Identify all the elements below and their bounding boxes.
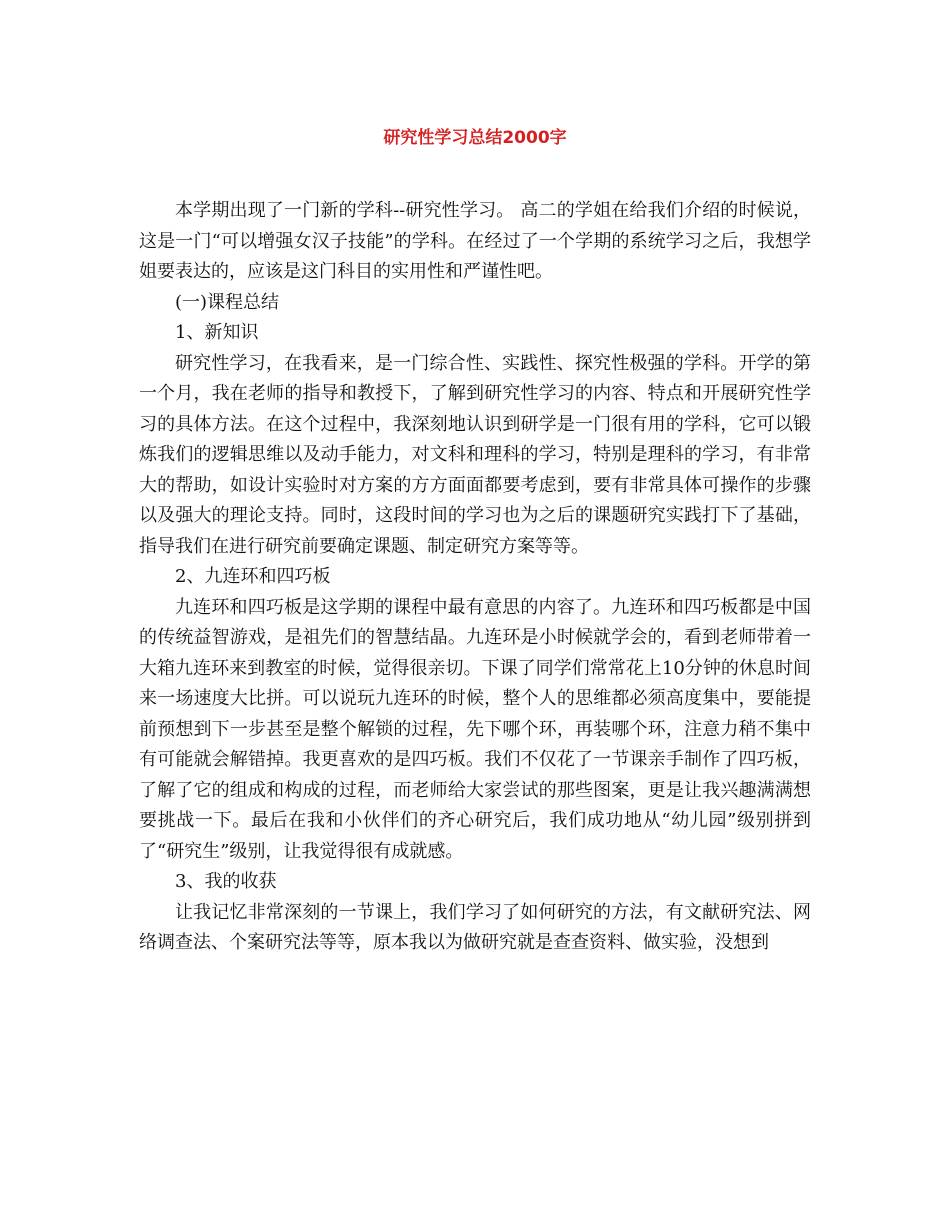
document-title: 研究性学习总结2000字 [383,128,567,148]
document-body [139,196,811,959]
subheading-puzzles: 2、九连环和四巧板 [175,566,331,587]
paragraph-my-gains: 让我记忆非常深刻的一节课上，我们学习了如何研究的方法，有文献研究法、网络调查法、个案研究法等等，原本我以为做研究就是查查资料、做实验，没想到 [139,901,811,953]
paragraph-puzzles: 九连环和四巧板是这学期的课程中最有意思的内容了。九连环和四巧板都是中国的传统益智游戏，是祖先们的智慧结晶。九连环是小时候就学会的，看到老师带着一大箱九连环来到教室的时候，觉得很亲切。下课了同学们常常花上10分钟的休息时间来一场速度大比拼。可以说玩九连环的时候，整个人的思维都必须高度集中，要能提前预想到下一步甚至是整个解锁的过程，先下哪个环，再装哪个环，注意力稍不集中有可能就会解错掉。我更喜欢的是四巧板。我们不仅花了一节课亲手制作了四巧板，了解了它的组成和构成的过程，而老师给大家尝试的那些图案，更是让我兴趣满满想要挑战一下。最后在我和小伙伴们的齐心研究后，我们成功地从“幼儿园”级别拼到了“研究生”级别，让我觉得很有成就感。 [139,596,811,862]
paragraph-new-knowledge: 研究性学习，在我看来，是一门综合性、实践性、探究性极强的学科。开学的第一个月，我在老师的指导和教授下，了解到研究性学习的内容、特点和开展研究性学习的具体方法。在这个过程中，我深刻地认识到研学是一门很有用的学科，它可以锻炼我们的逻辑思维以及动手能力，对文科和理科的学习，特别是理科的学习，有非常大的帮助，如设计实验时对方案的方方面面都要考虑到，要有非常具体可操作的步骤以及强大的理论支持。同时，这段时间的学习也为之后的课题研究实践打下了基础，指导我们在进行研究前要确定课题、制定研究方案等等。 [139,352,811,557]
subheading-my-gains: 3、我的收获 [175,871,277,892]
paragraph-intro: 本学期出现了一门新的学科--研究性学习。 高二的学姐在给我们介绍的时候说，这是一门“可以增强女汉子技能”的学科。在经过了一个学期的系统学习之后，我想学姐要表达的，应该是这门科目的实用性和严谨性吧。 [139,200,811,282]
subheading-new-knowledge: 1、新知识 [175,322,259,343]
section-heading-course-summary: (一)课程总结 [175,291,280,313]
